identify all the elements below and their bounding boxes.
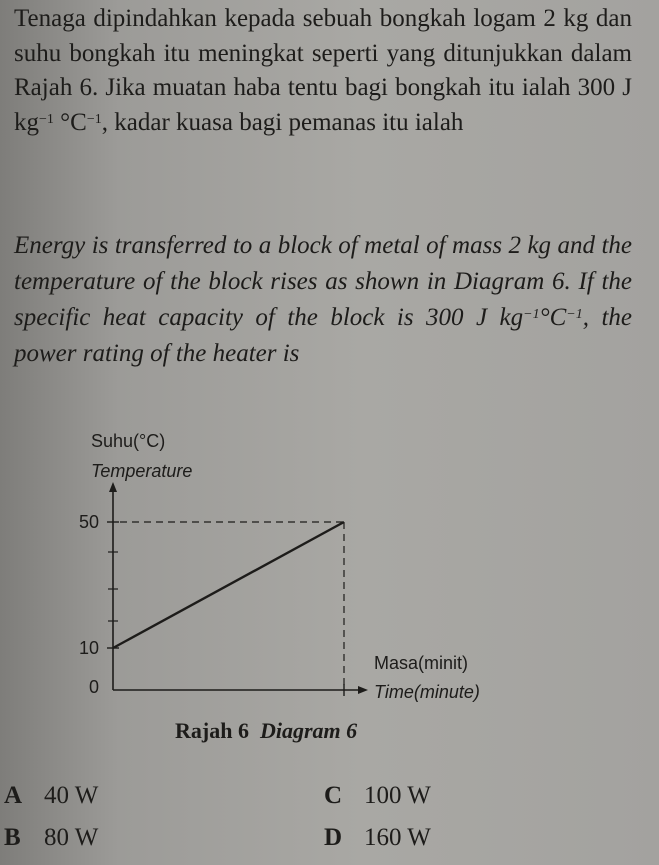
option-d[interactable]: D 160 W — [324, 824, 431, 851]
x-axis-label-english: Time(minute) — [374, 682, 480, 702]
option-b[interactable]: B 80 W — [4, 824, 99, 851]
y-axis-arrow — [109, 482, 117, 492]
x-axis-label-malay: Masa(minit) — [374, 653, 469, 673]
y-axis-label-english: Temperature — [91, 461, 193, 481]
option-c[interactable]: C 100 W — [324, 782, 431, 809]
option-a[interactable]: A 40 W — [4, 782, 99, 809]
y-tick-label-50: 50 — [79, 512, 100, 532]
y-axis-label-malay: Suhu(°C) — [91, 431, 166, 451]
question-text-english: Energy is transferred to a block of metal of mass 2 kg and the temperature of the block rises as shown in Diagram 6. If the specific heat capacity of the block is 300 J $kg^{-1}^\circ C^{-1}$, the power rating of the heater is — [14, 232, 632, 367]
y-tick-label-10: 10 — [79, 638, 100, 658]
temperature-line — [113, 522, 344, 648]
x-axis-arrow — [358, 686, 368, 694]
diagram-caption: Rajah 6 Diagram 6 — [175, 718, 358, 743]
y-tick-label-0: 0 — [89, 677, 100, 697]
question-text-malay: Tenaga dipindahkan kepada sebuah bongkah logam 2 kg dan suhu bongkah itu meningkat seperti yang ditunjukkan dalam Rajah 6. Jika muatan haba tentu bagi bongkah itu ialah 300 J $kg^{-1}$ $^\circ C^{-1}$, kadar kuasa bagi pemanas itu ialah — [14, 5, 632, 136]
temperature-time-graph — [0, 418, 659, 718]
